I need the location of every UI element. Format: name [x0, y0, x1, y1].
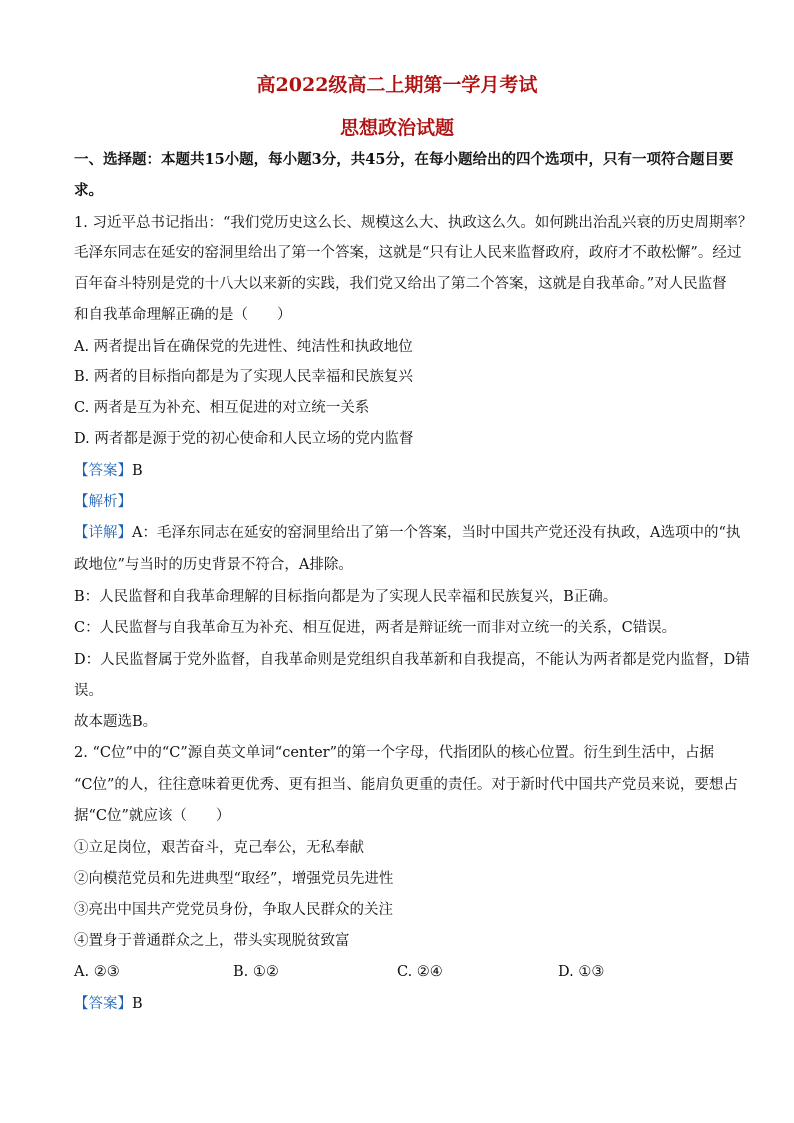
- q1-conclusion: 故本题选B。: [74, 714, 158, 730]
- q1-option-c: C. 两者是互为补充、相互促进的对立统一关系: [74, 400, 370, 416]
- q1-option-d: D. 两者都是源于党的初心使命和人民立场的党内监督: [74, 431, 414, 447]
- exam-subtitle: 思想政治试题: [339, 117, 454, 139]
- detail-tag: 【详解】: [74, 525, 132, 541]
- answer-value: B: [132, 996, 143, 1012]
- q1-stem-line1: 1. 习近平总书记指出：“我们党历史这么长、规模这么大、执政这么久。如何跳出治乱兴衰的历史周期率？: [74, 215, 753, 231]
- q1-analysis-tag: 【解析】: [74, 494, 132, 510]
- q1-detail-line6: 误。: [74, 683, 103, 699]
- answer-value: B: [132, 463, 143, 479]
- q1-stem-line3: 百年奋斗特别是党的十八大以来新的实践，我们党又给出了第二个答案，这就是自我革命。”对人民监督: [74, 276, 727, 292]
- q2-stem-line3: 据“C位”就应该（ ）: [74, 808, 231, 824]
- q2-option-a: A. ②③: [74, 964, 120, 980]
- exam-title: 高2022级高二上期第一学月考试: [256, 74, 538, 96]
- q2-stem-line1: 2. “C位”中的“C”源自英文单词“center”的第一个字母，代指团队的核心位置。衍生到生活中，占据: [74, 745, 714, 761]
- q1-detail-line5: D：人民监督属于党外监督，自我革命则是党组织自我革新和自我提高，不能认为两者都是党内监督，D错: [74, 652, 750, 668]
- q1-option-a: A. 两者提出旨在确保党的先进性、纯洁性和执政地位: [74, 339, 413, 355]
- q2-item-2: ②向模范党员和先进典型“取经”，增强党员先进性: [74, 871, 394, 887]
- answer-tag: 【答案】: [74, 463, 132, 479]
- q1-detail-line1: [74, 523, 741, 543]
- q1-answer: [74, 461, 724, 481]
- q2-option-d: D. ①③: [558, 964, 605, 980]
- q2-stem-line2: “C位”的人，往往意味着更优秀、更有担当、能肩负更重的责任。对于新时代中国共产党员来说，要想占: [74, 777, 738, 793]
- q2-option-c: C. ②④: [397, 964, 443, 980]
- detail-text: A：毛泽东同志在延安的窑洞里给出了第一个答案，当时中国共产党还没有执政，A选项中的“执: [132, 525, 741, 541]
- q1-stem-line4: 和自我革命理解正确的是（ ）: [74, 307, 292, 323]
- section-heading-line2: 求。: [74, 182, 103, 199]
- q1-detail-line3: B：人民监督和自我革命理解的目标指向都是为了实现人民幸福和民族复兴，B正确。: [74, 589, 618, 605]
- q2-option-b: B. ①②: [233, 964, 279, 980]
- q1-detail-line4: C：人民监督与自我革命互为补充、相互促进，两者是辩证统一而非对立统一的关系，C错误。: [74, 620, 677, 636]
- q2-item-3: ③亮出中国共产党党员身份，争取人民群众的关注: [74, 902, 393, 918]
- q2-item-4: ④置身于普通群众之上，带头实现脱贫致富: [74, 933, 350, 949]
- q1-detail-line2: 政地位”与当时的历史背景不符合，A排除。: [74, 557, 353, 573]
- q2-item-1: ①立足岗位，艰苦奋斗，克己奉公，无私奉献: [74, 840, 364, 856]
- q1-stem-line2: 毛泽东同志在延安的窑洞里给出了第一个答案，这就是“只有让人民来监督政府，政府才不敢松懈”。经过: [74, 245, 742, 261]
- q2-answer: [74, 994, 724, 1014]
- section-heading-line1: 一、选择题：本题共15小题，每小题3分，共45分，在每小题给出的四个选项中，只有一项符合题目要: [74, 151, 734, 168]
- q1-option-b: B. 两者的目标指向都是为了实现人民幸福和民族复兴: [74, 369, 413, 385]
- answer-tag: 【答案】: [74, 996, 132, 1012]
